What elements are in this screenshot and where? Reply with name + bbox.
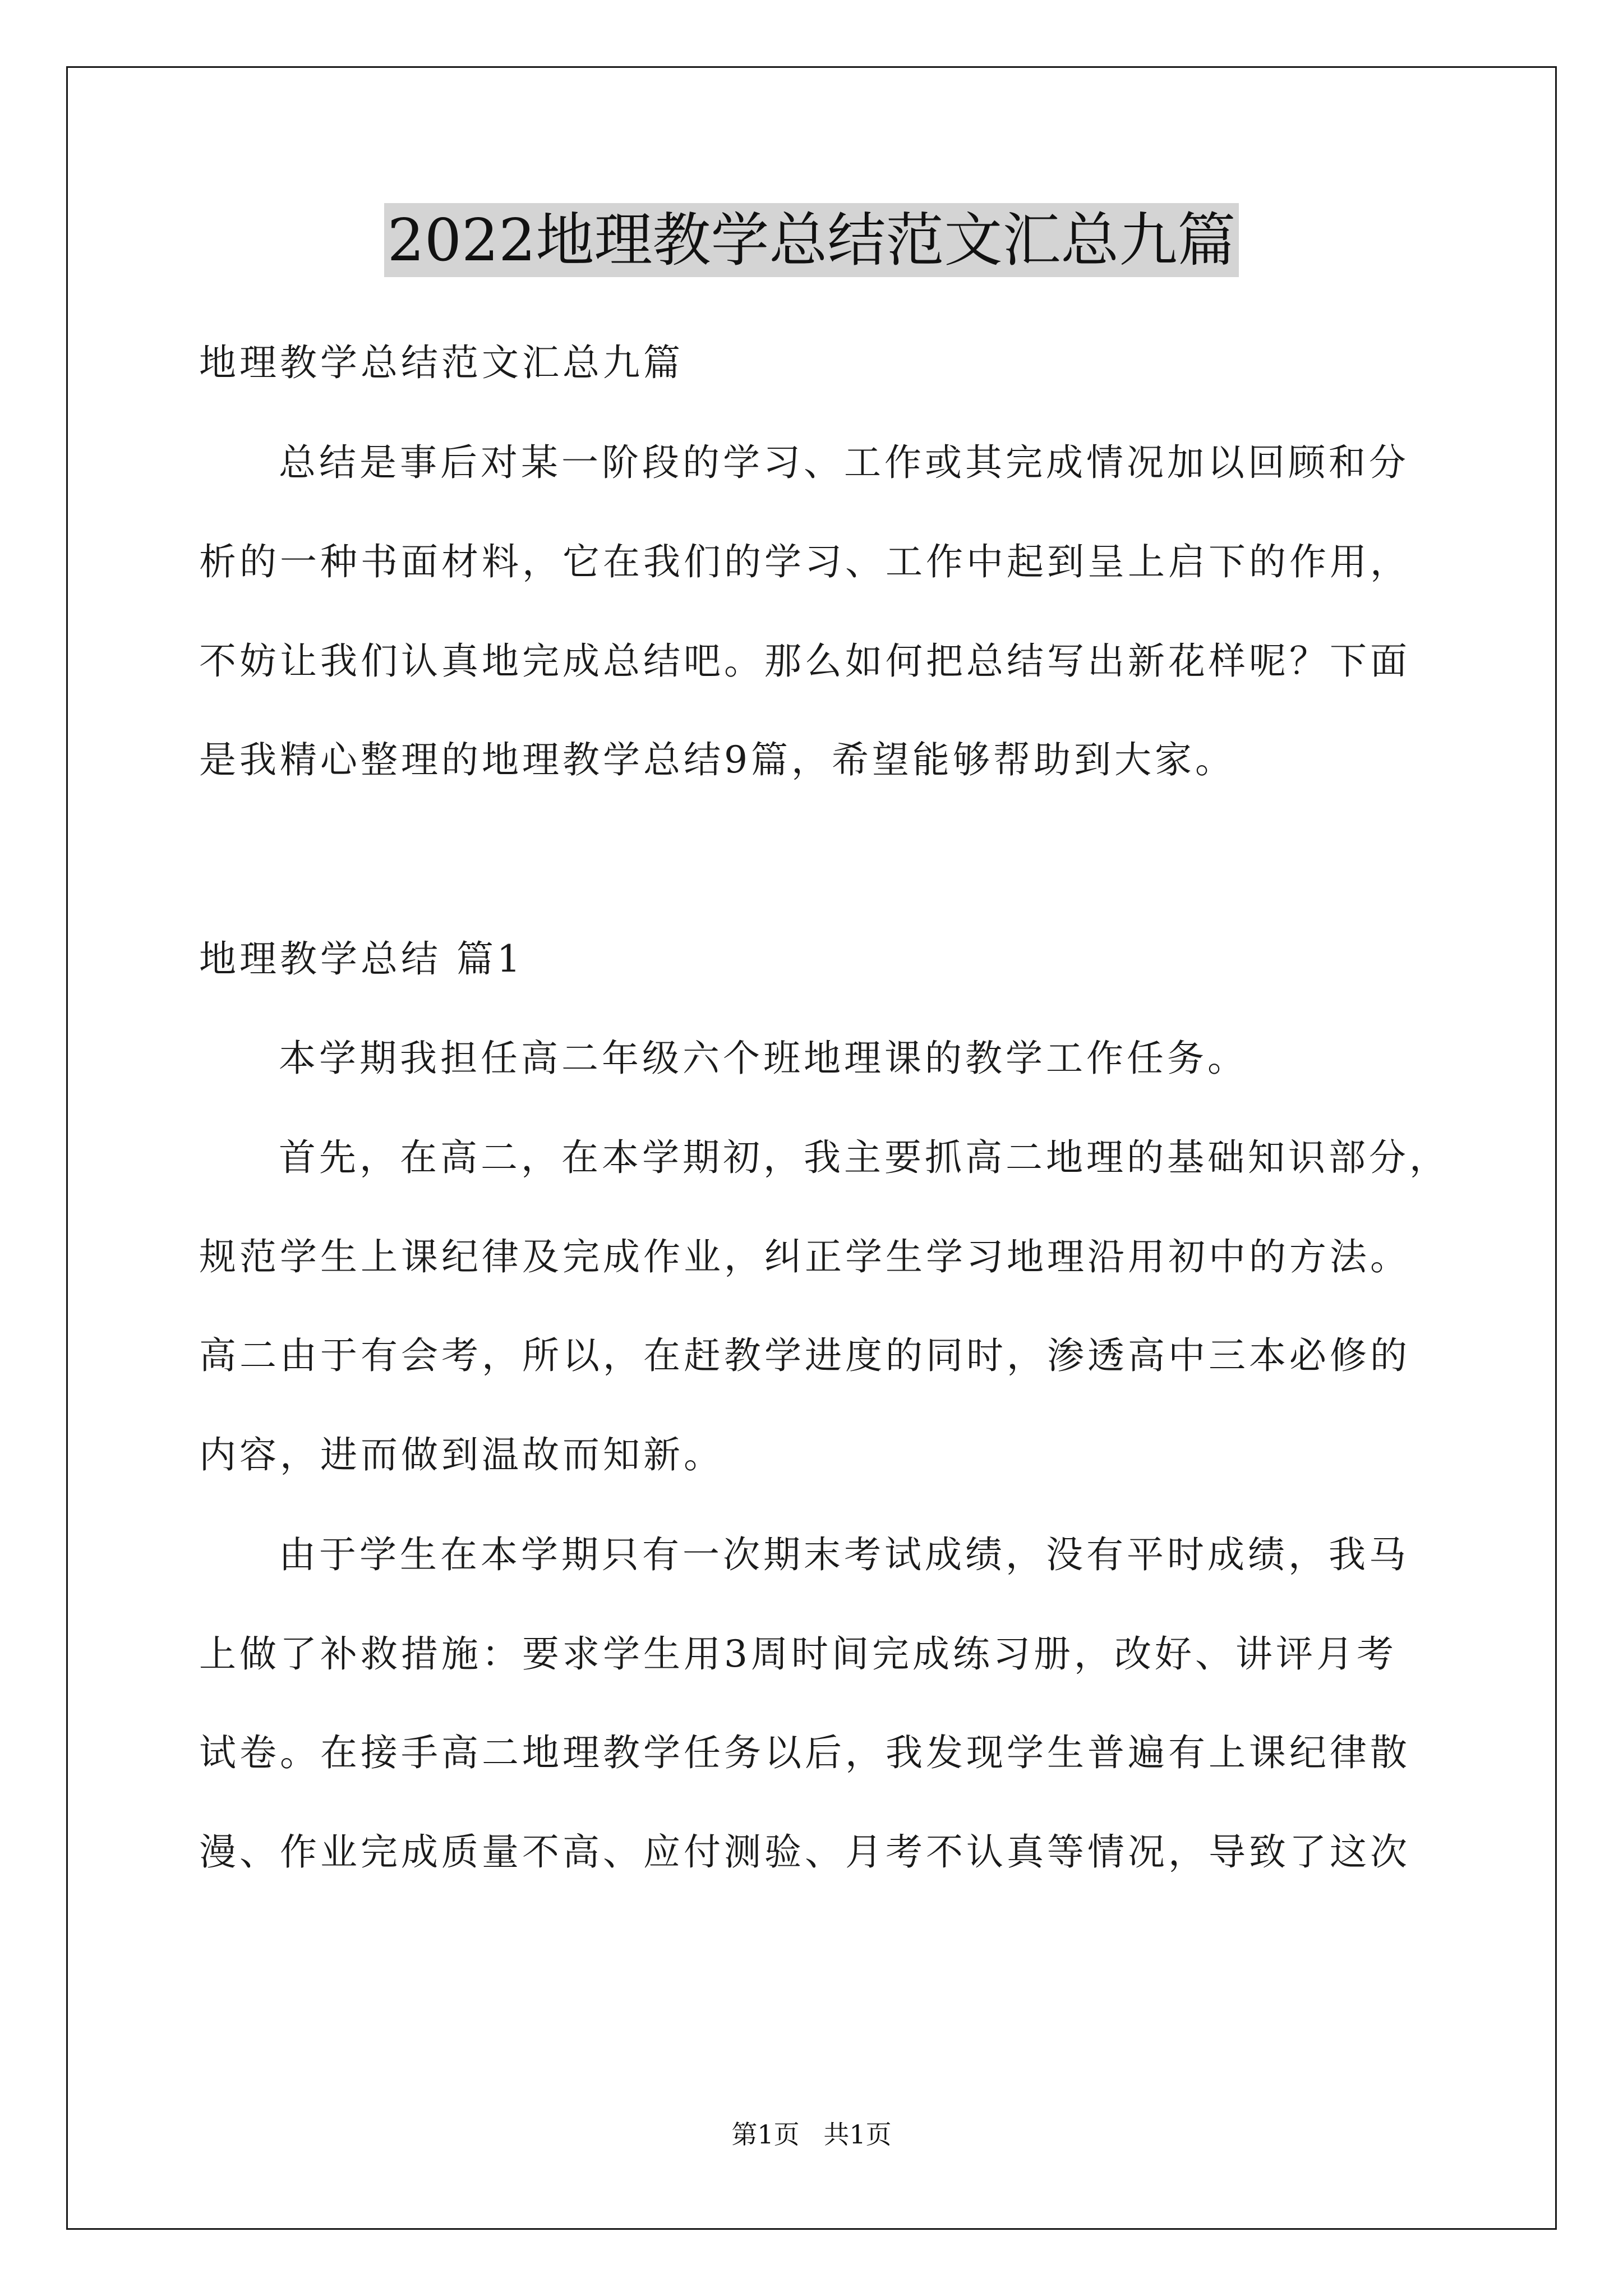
paragraph-3-line-1: 由于学生在本学期只有一次期末考试成绩，没有平时成绩，我马 xyxy=(279,1533,1409,1576)
document-subtitle: 地理教学总结范文汇总九篇 xyxy=(199,341,684,384)
intro-line-2: 析的一种书面材料，它在我们的学习、工作中起到呈上启下的作用， xyxy=(199,540,1410,583)
paragraph-2-line-2: 规范学生上课纪律及完成作业，纠正学生学习地理沿用初中的方法。 xyxy=(199,1235,1410,1278)
intro-line-1: 总结是事后对某一阶段的学习、工作或其完成情况加以回顾和分 xyxy=(279,441,1409,484)
page-total: 共1页 xyxy=(823,2119,892,2150)
paragraph-3-line-3: 试卷。在接手高二地理教学任务以后，我发现学生普遍有上课纪律散 xyxy=(199,1731,1410,1774)
paragraph-3-line-2: 上做了补救措施：要求学生用3周时间完成练习册，改好、讲评月考 xyxy=(199,1632,1397,1676)
paragraph-1: 本学期我担任高二年级六个班地理课的教学工作任务。 xyxy=(279,1037,1248,1080)
intro-line-4: 是我精心整理的地理教学总结9篇，希望能够帮助到大家。 xyxy=(199,738,1235,781)
page-footer xyxy=(0,2118,1623,2151)
paragraph-2-line-4: 内容，进而做到温故而知新。 xyxy=(199,1433,724,1476)
paragraph-2-line-1: 首先，在高二，在本学期初，我主要抓高二地理的基础知识部分， xyxy=(279,1136,1450,1179)
document-title: 2022地理教学总结范文汇总九篇 xyxy=(384,203,1239,277)
document-title-wrapper xyxy=(0,203,1623,277)
paragraph-3-line-4: 漫、作业完成质量不高、应付测验、月考不认真等情况，导致了这次 xyxy=(199,1830,1410,1874)
intro-line-3: 不妨让我们认真地完成总结吧。那么如何把总结写出新花样呢？下面 xyxy=(199,639,1410,683)
paragraph-2-line-3: 高二由于有会考，所以，在赶教学进度的同时，渗透高中三本必修的 xyxy=(199,1334,1410,1377)
page-number: 第1页 xyxy=(731,2119,800,2150)
section-heading: 地理教学总结 篇1 xyxy=(199,937,524,981)
